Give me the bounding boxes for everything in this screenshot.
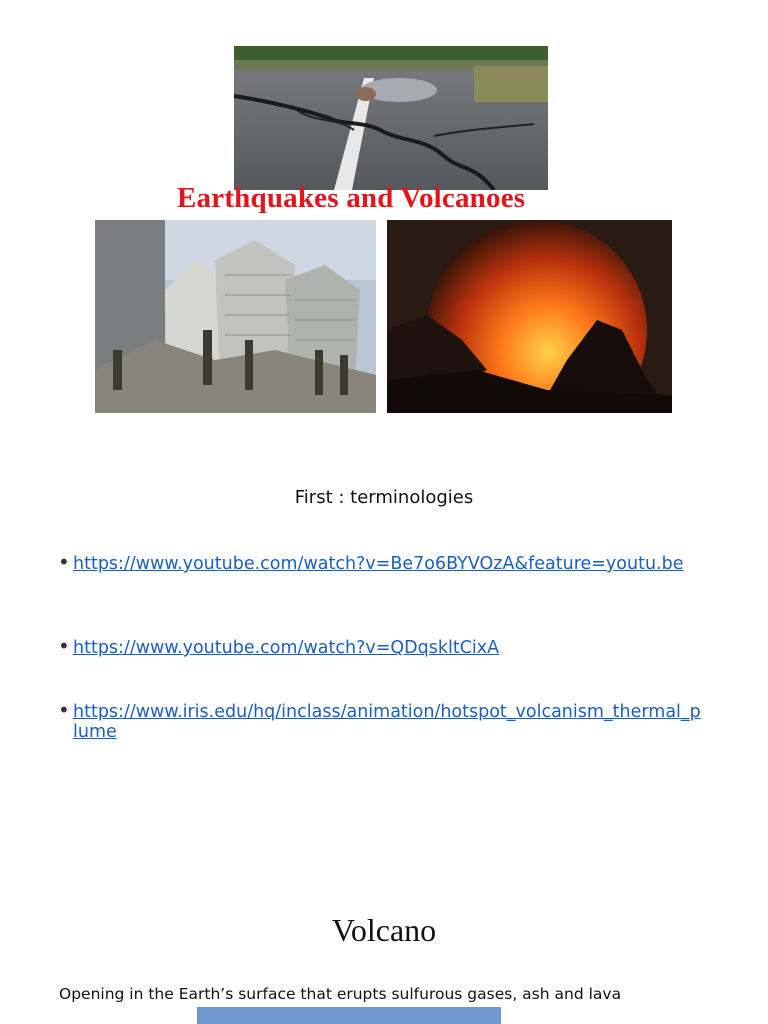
iris-animation-link[interactable]: https://www.iris.edu/hq/inclass/animation/hotspot_volcanism_thermal_plume [73,702,701,742]
link-list-item [58,698,708,742]
subheading: First : terminologies [294,487,474,508]
volcano-definition: Opening in the Earth’s surface that erupts sulfurous gases, ash and lava [59,985,622,1003]
road-crack-photo [234,46,548,190]
link-list-item [58,634,708,658]
bullet-icon: • [58,698,70,722]
collapsed-buildings-photo [95,220,376,413]
section-heading: Volcano [331,912,437,948]
bullet-icon: • [58,634,70,658]
youtube-link-1[interactable]: https://www.youtube.com/watch?v=Be7o6BYVOzA&feature=youtu.be [73,554,684,574]
bottom-volcano-photo [197,1007,501,1024]
lava-eruption-photo [387,220,672,413]
link-list-item [58,550,708,574]
bullet-icon: • [58,550,70,574]
youtube-link-2[interactable]: https://www.youtube.com/watch?v=QDqskltCixA [73,638,500,658]
